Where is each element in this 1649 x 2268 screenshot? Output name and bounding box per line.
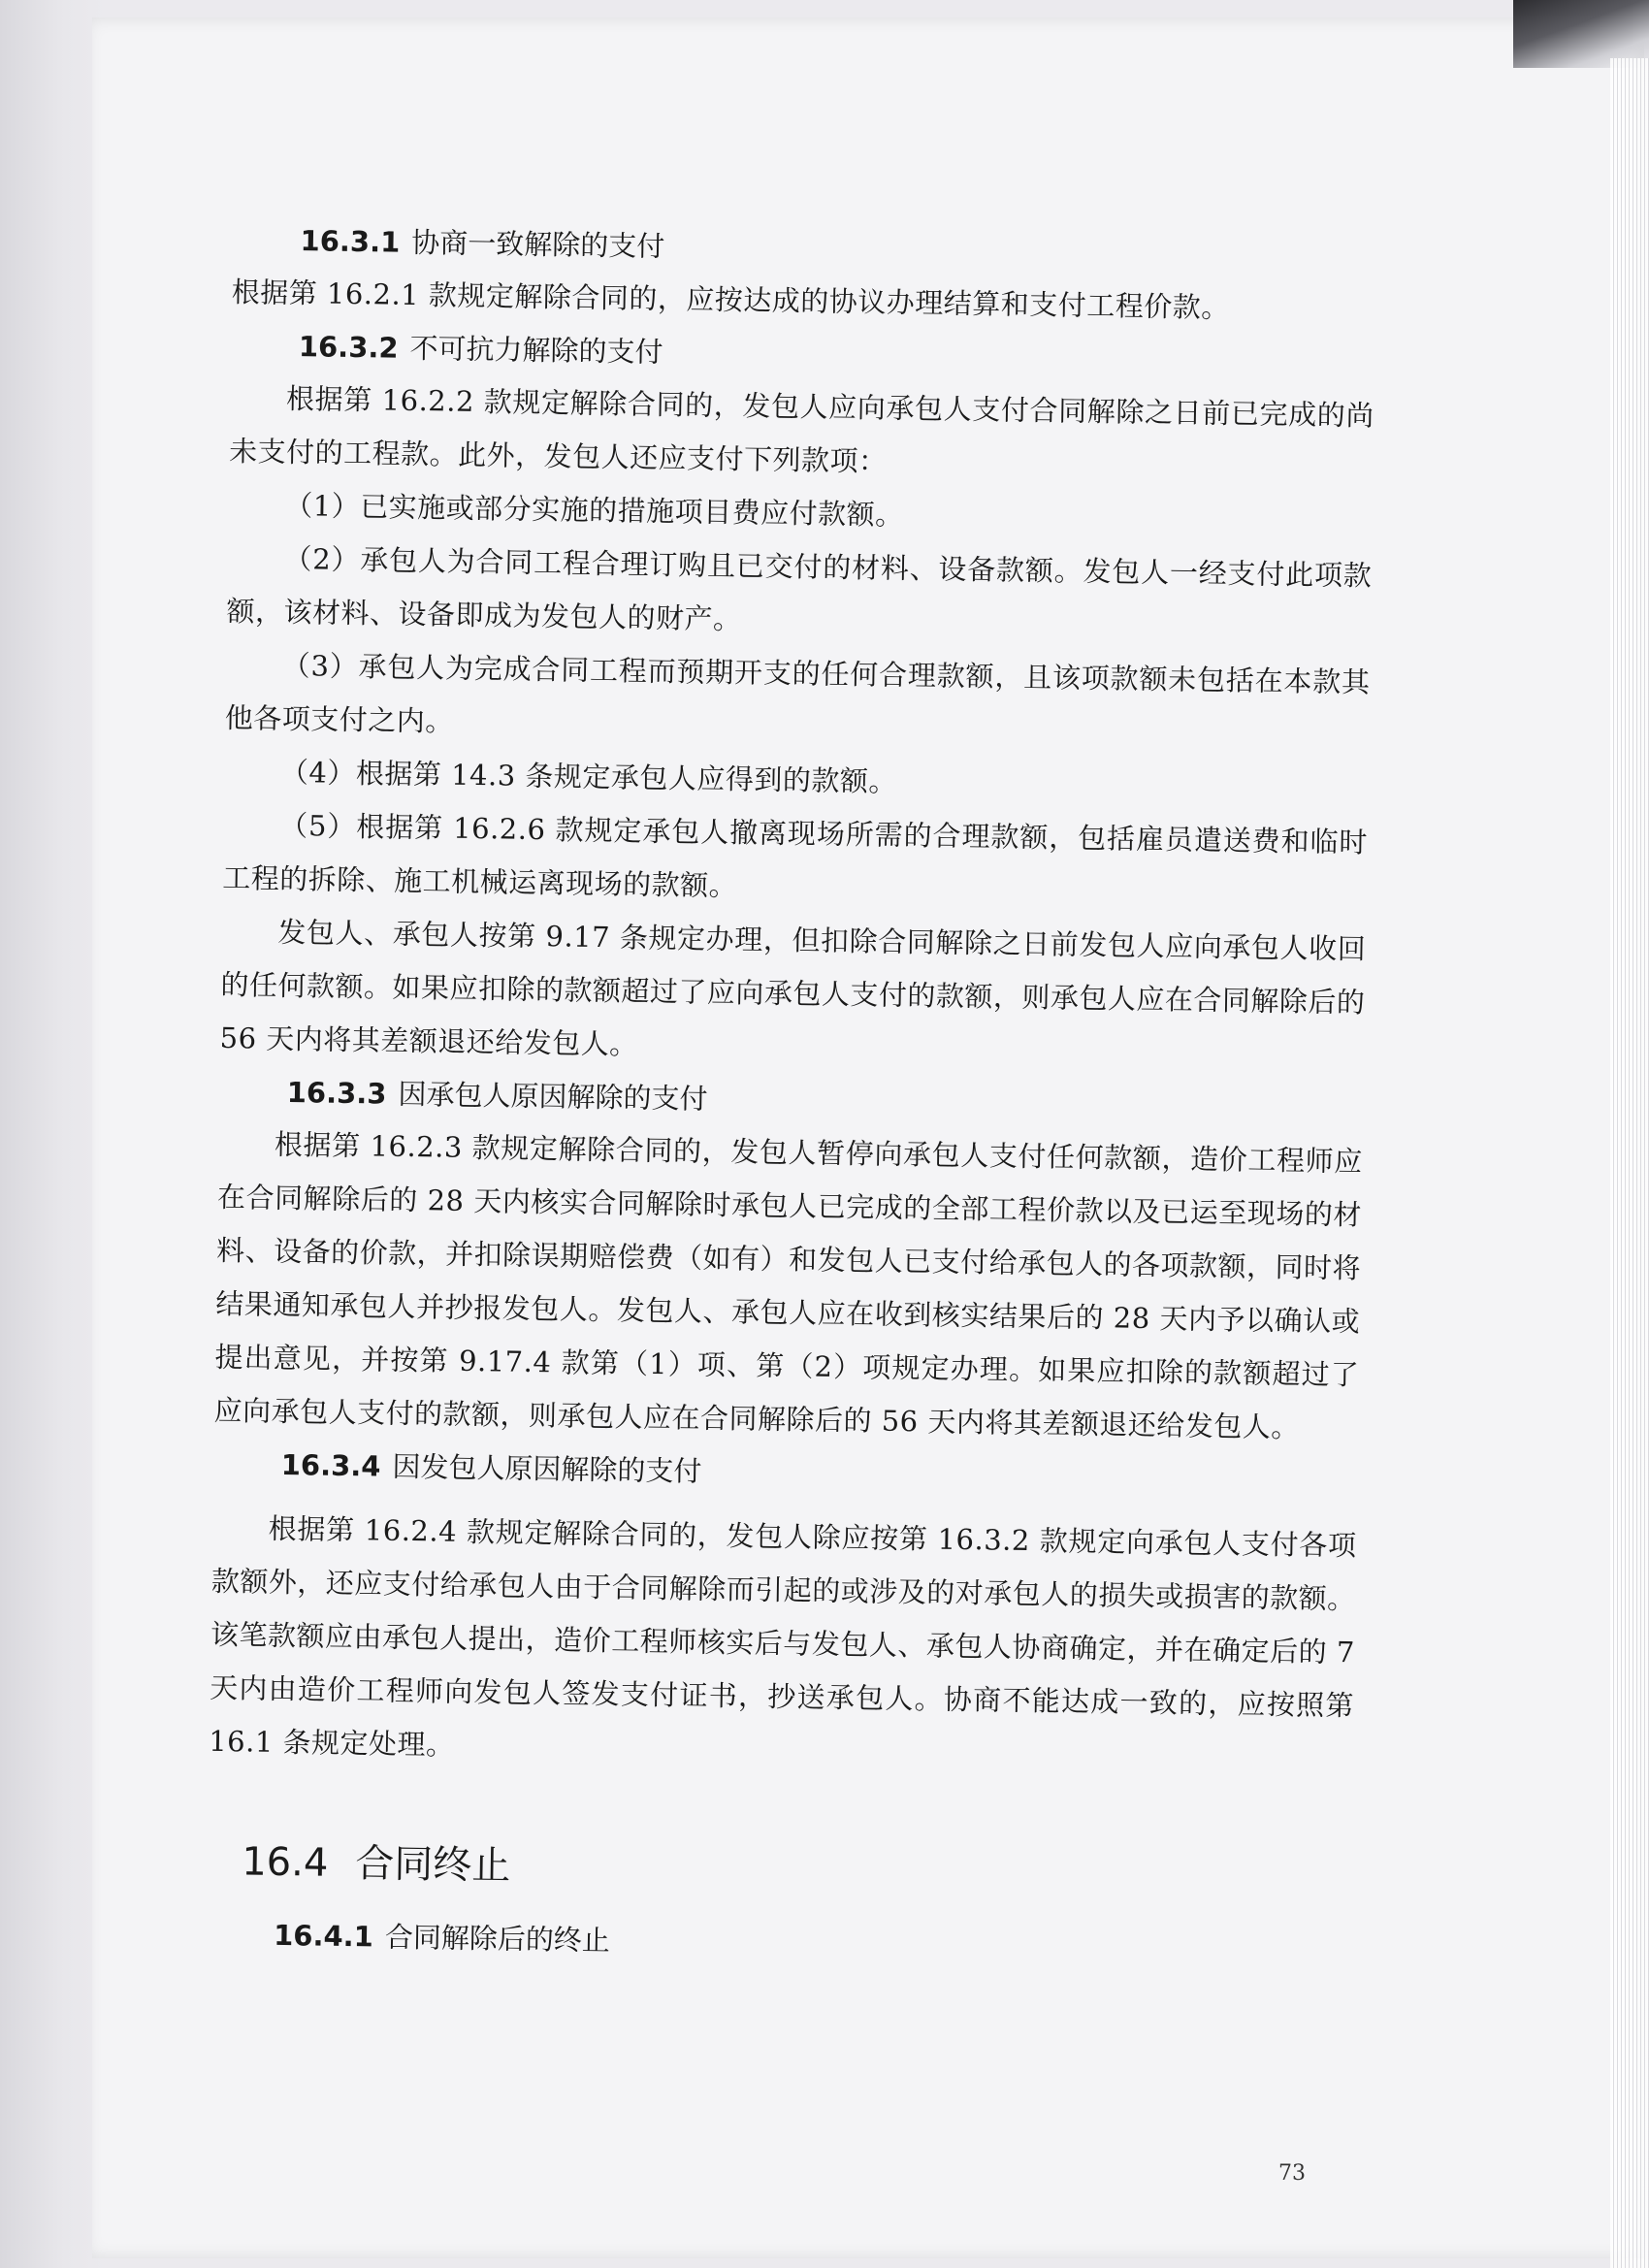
- list-item-2: （2）承包人为合同工程合理订购且已交付的材料、设备款额。发包人一经支付此项款额，该材料、设备即成为发包人的财产。: [226, 541, 1373, 636]
- subheading-16-3-4: 16.3.4 因发包人原因解除的支付: [280, 1447, 702, 1488]
- page-number: 73: [1278, 2161, 1306, 2186]
- section-title-16-4: 16.4 合同终止: [241, 1839, 511, 1889]
- paragraph: 根据第 16.2.1 款规定解除合同的，应按达成的协议办理结算和支付工程价款。: [231, 275, 1231, 325]
- list-item-1: （1）已实施或部分实施的措施项目费应付款额。: [284, 488, 904, 532]
- document-body: [206, 213, 1377, 1978]
- subheading-16-4-1: 16.4.1 合同解除后的终止: [273, 1918, 611, 1958]
- paragraph: 根据第 16.2.2 款规定解除合同的，发包人应向承包人支付合同解除之日前已完成的尚未支付的工程款。此外，发包人还应支付下列款项：: [228, 381, 1375, 478]
- paragraph: 发包人、承包人按第 9.17 条规定办理，但扣除合同解除之日前发包人应向承包人收回的任何款额。如果应扣除的款额超过了应向承包人支付的款额，则承包人应在合同解除后的 56 天内将其差额退还给发包人。: [219, 915, 1367, 1061]
- subheading-16-3-1: 16.3.1 协商一致解除的支付: [300, 224, 665, 263]
- list-item-5: （5）根据第 16.2.6 款规定承包人撤离现场所需的合理款额，包括雇员遣送费和临时工程的拆除、施工机械运离现场的款额。: [221, 808, 1369, 903]
- paragraph: 根据第 16.2.3 款规定解除合同的，发包人暂停向承包人支付任何款额，造价工程师应在合同解除后的 28 天内核实合同解除时承包人已完成的全部工程价款以及已运至现场的材料、设备的价款，并扣除误期赔偿费（如有）和发包人已支付给承包人的各项款额，同时将结果通知承包人并抄报发包人。发包人、承包人应在收到核实结果后的 28 天内予以确认或提出意见，并按第 9.17.4 款第（1）项、第（2）项规定办理。如果应扣除的款额超过了应向承包人支付的款额，则承包人应在合同解除后的 56 天内将其差额退还给发包人。: [213, 1127, 1364, 1444]
- list-item-4: （4）根据第 14.3 条规定承包人应得到的款额。: [279, 755, 898, 798]
- page-stack-edge: [1610, 58, 1649, 2268]
- paragraph: 根据第 16.2.4 款规定解除合同的，发包人除应按第 16.3.2 款规定向承包人支付各项款额外，还应支付给承包人由于合同解除而引起的或涉及的对承包人的损失或损害的款额。该笔款额应由承包人提出，造价工程师核实后与发包人、承包人协商确定，并在确定后的 7 天内由造价工程师向发包人签发支付证书，抄送承包人。协商不能达成一致的，应按照第 16.1 条规定处理。: [208, 1511, 1357, 1762]
- subheading-16-3-2: 16.3.2 不可抗力解除的支付: [298, 330, 663, 369]
- list-item-3: （3）承包人为完成合同工程而预期开支的任何合理款额，且该项款额未包括在本款其他各项支付之内。: [224, 648, 1371, 738]
- subheading-16-3-3: 16.3.3 因承包人原因解除的支付: [286, 1075, 708, 1116]
- binding-shadow: [0, 0, 107, 2268]
